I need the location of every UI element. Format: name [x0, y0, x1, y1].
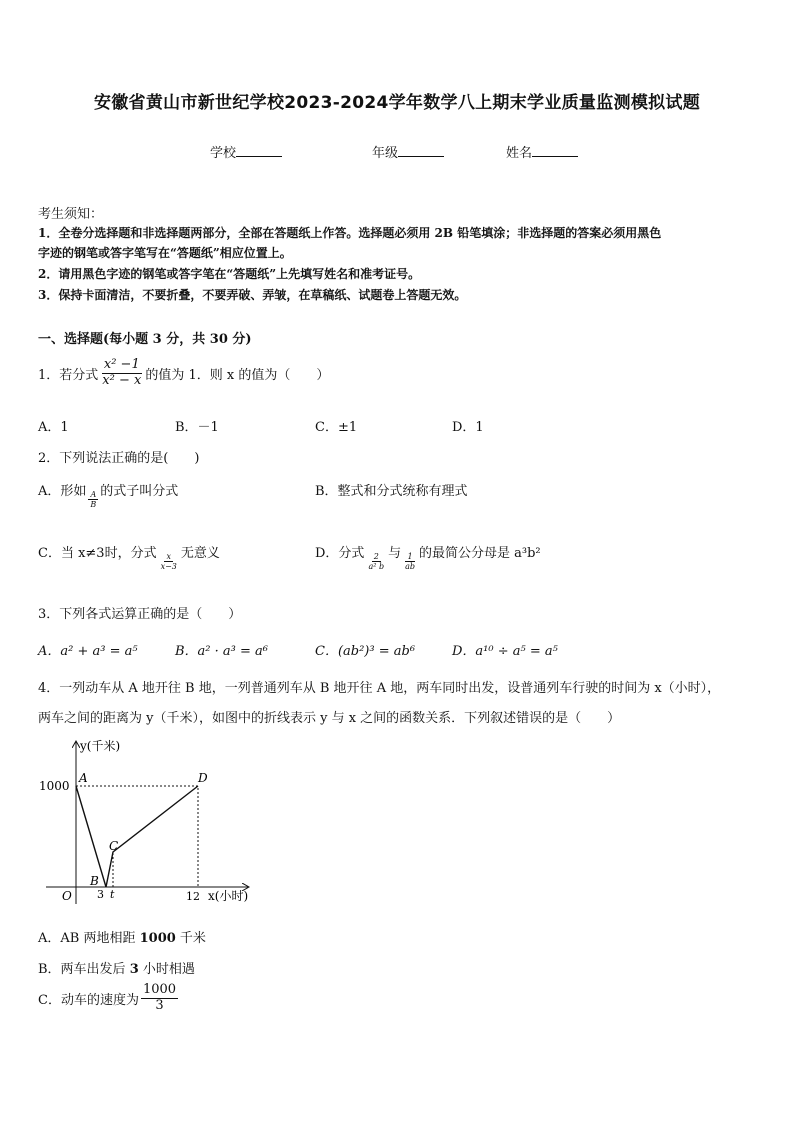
q1-option-b[interactable]: B．－1 — [175, 420, 219, 435]
grade-label: 年级 — [372, 146, 399, 161]
q3-option-d[interactable]: D．a¹⁰ ÷ a⁵ = a⁵ — [452, 644, 558, 659]
q1-option-a[interactable]: A．1 — [38, 420, 69, 435]
point-b-label: B — [90, 874, 99, 888]
guide-lines — [76, 786, 198, 887]
q1-option-d[interactable]: D．1 — [452, 420, 484, 435]
q3-option-c[interactable]: C．(ab²)³ = ab⁶ — [315, 644, 416, 659]
point-a-label: A — [79, 771, 88, 785]
section-heading: 一、选择题(每小题 3 分，共 30 分) — [38, 332, 252, 347]
graph-polyline — [76, 786, 198, 887]
q2-option-a[interactable]: A．形如 $\frac{A}{B}$ 的式子叫分式 — [38, 484, 179, 510]
q1-option-c[interactable]: C．±1 — [315, 420, 358, 435]
notice-heading: 考生须知： — [38, 207, 104, 222]
school-label: 学校 — [210, 146, 237, 161]
q4-option-a[interactable]: A．AB 两地相距 1000 千米 — [38, 931, 206, 946]
notice-line-3: 3．保持卡面清洁，不要折叠，不要弄破、弄皱，在草稿纸、试题卷上答题无效。 — [38, 288, 467, 302]
x-tick-t: t — [110, 888, 115, 901]
name-field[interactable] — [506, 142, 578, 161]
question-4-line-2: 两车之间的距离为 y（千米），如图中的折线表示 y 与 x 之间的函数关系．下列叙述错误的是（ ） — [38, 711, 621, 726]
point-c-label: C — [109, 839, 119, 853]
origin-label: O — [62, 889, 72, 903]
q4-option-c[interactable]: C．动车的速度为 $\frac{1000}{3}$ — [38, 982, 177, 1013]
school-field[interactable] — [210, 142, 282, 161]
page-title: 安徽省黄山市新世纪学校2023-2024学年数学八上期末学业质量监测模拟试题 — [93, 93, 701, 113]
question-2-stem: 2．下列说法正确的是( ) — [38, 451, 200, 466]
question-1-stem: 1．若分式 $\frac{\text{x² −1}}{\text{x² − x}}$ 的值为 1．则 x 的值为（ ） — [38, 357, 330, 388]
question-4-line-1: 4．一列动车从 A 地开往 B 地，一列普通列车从 B 地开往 A 地，两车同时出发，设普通列车行驶的时间为 x（小时）， — [38, 681, 721, 696]
notice-line-1b: 字迹的钢笔或答字笔写在“答题纸”相应位置上。 — [38, 246, 292, 260]
x-tick-12: 12 — [186, 890, 200, 903]
x-tick-3: 3 — [97, 888, 104, 901]
grade-field[interactable] — [372, 142, 444, 161]
q2-option-b[interactable]: B．整式和分式统称有理式 — [315, 484, 468, 499]
q2-option-c[interactable]: C．当 x≠3时，分式 $\frac{x}{x-3}$ 无意义 — [38, 546, 220, 572]
y-tick-1000: 1000 — [39, 779, 70, 793]
q2-option-d[interactable]: D．分式 $\frac{2}{\text{a² b}}$ 与 $\frac{1}{ab}$ 的最简公分母是 a³b² — [315, 546, 541, 572]
point-d-label: D — [198, 771, 208, 785]
notice-line-1a: 1．全卷分选择题和非选择题两部分，全部在答题纸上作答。选择题必须用 2B 铅笔填涂；非选择题的答案必须用黑色 — [38, 226, 662, 240]
distance-time-graph — [36, 734, 266, 914]
notice-line-2: 2．请用黑色字迹的钢笔或答字笔在“答题纸”上先填写姓名和准考证号。 — [38, 267, 421, 281]
q3-option-a[interactable]: A．a² + a³ = a⁵ — [38, 644, 138, 659]
q1-fraction: $\frac{\text{x² −1}}{\text{x² − x}}$ — [102, 357, 142, 388]
y-axis-label: y(千米) — [80, 739, 121, 753]
q3-option-b[interactable]: B．a² · a³ = a⁶ — [175, 644, 268, 659]
name-label: 姓名 — [506, 146, 533, 161]
question-3-stem: 3．下列各式运算正确的是（ ） — [38, 607, 242, 622]
x-axis-label: x(小时) — [208, 889, 249, 903]
q4-option-b[interactable]: B．两车出发后 3 小时相遇 — [38, 962, 195, 977]
